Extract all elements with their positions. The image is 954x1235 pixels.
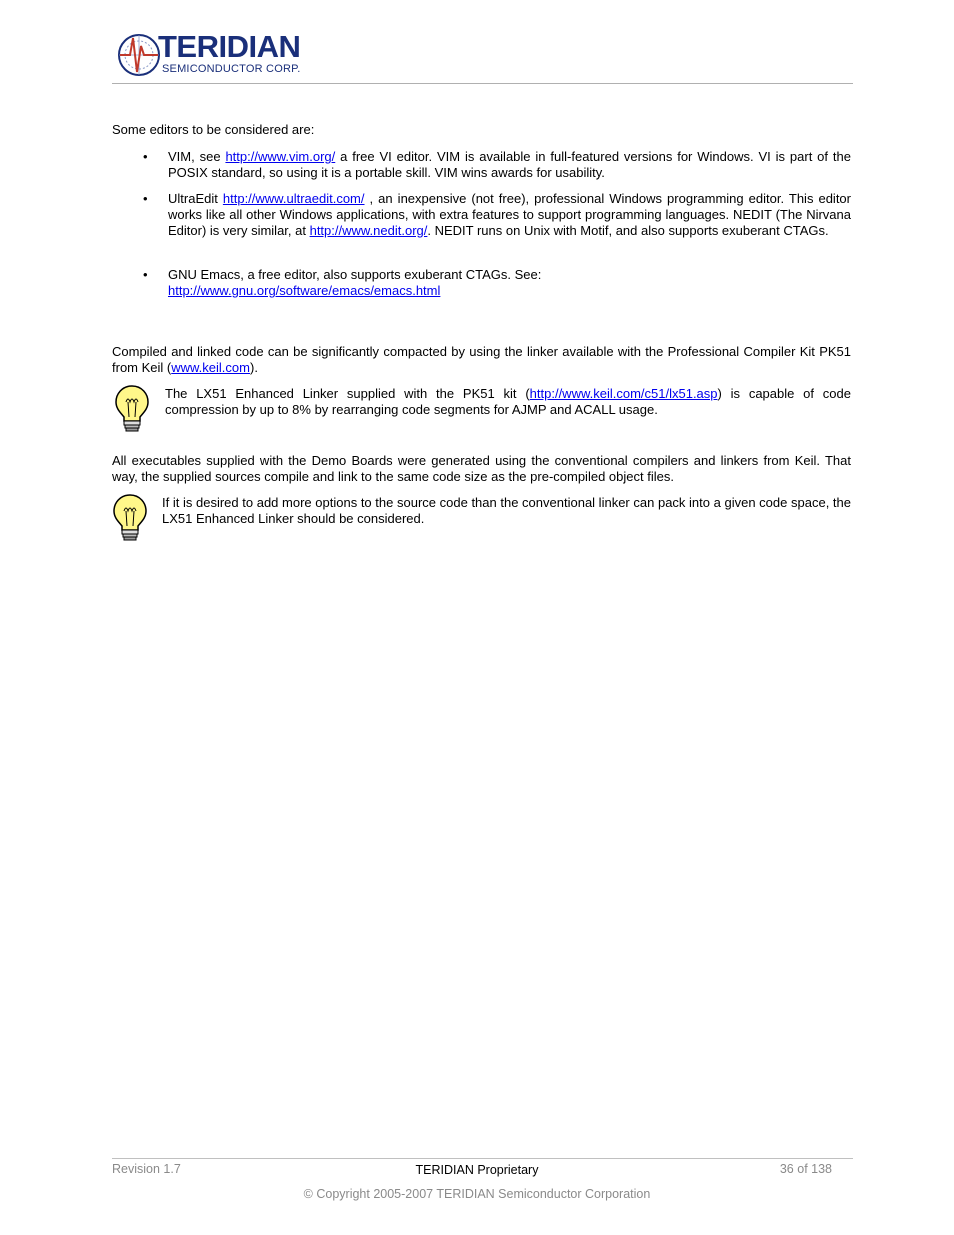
tip-lx51-consider: If it is desired to add more options to the source code than the conventional linker can pack into a given code space, the LX51 Enhanced Linker should be considered.: [162, 495, 851, 526]
compiled-pre: Compiled and linked code can be significantly compacted by using the linker available with the Professional Compiler Kit PK51 from Keil (: [112, 344, 851, 375]
teridian-logo: [114, 30, 324, 80]
bullet-marker: •: [143, 267, 148, 282]
logo-subtitle: SEMICONDUCTOR CORP.: [162, 63, 301, 75]
emacs-link[interactable]: http://www.gnu.org/software/emacs/emacs.html: [168, 283, 441, 298]
bullet-marker: •: [143, 191, 148, 206]
tip1-post: ) is capable of code compression by up to 8% by rearranging code segments for AJMP and ACALL usage.: [165, 386, 851, 417]
bullet-vim: [168, 149, 851, 181]
bullet-vim-pre: VIM, see: [168, 149, 226, 164]
footer-revision: Revision 1.7: [112, 1162, 181, 1176]
bullet-emacs: [168, 267, 851, 299]
bullet-ultraedit-mid: , an inexpensive (not free), professional Windows programming editor. This editor works like all other Windows applications, with extra features to support programming languages. NEDIT (The Nirvana Editor) is very similar, at: [168, 191, 851, 238]
bullet-emacs-text: GNU Emacs, a free editor, also supports exuberant CTAGs. See:: [168, 267, 542, 282]
tip-lx51-compression: [165, 386, 851, 418]
footer-page-number: 36 of 138: [779, 1162, 832, 1176]
header-divider: [112, 83, 853, 84]
executables-paragraph: All executables supplied with the Demo Boards were generated using the conventional compilers and linkers from Keil. That way, the supplied sources compile and link to the same code size as the pre-compiled object files.: [112, 453, 851, 484]
lightbulb-icon: [112, 493, 148, 543]
footer-copyright: © Copyright 2005-2007 TERIDIAN Semiconductor Corporation: [303, 1187, 651, 1201]
lx51-link[interactable]: http://www.keil.com/c51/lx51.asp: [529, 386, 718, 401]
compiled-post: ).: [249, 360, 258, 375]
lightbulb-icon: [114, 384, 150, 434]
bullet-ultraedit-post: . NEDIT runs on Unix with Motif, and also supports exuberant CTAGs.: [427, 223, 829, 238]
vim-link[interactable]: http://www.vim.org/: [225, 149, 336, 164]
nedit-link[interactable]: http://www.nedit.org/: [309, 223, 428, 238]
bullet-ultraedit: [168, 191, 851, 239]
teridian-logo-icon: [116, 32, 162, 78]
intro-text: Some editors to be considered are:: [112, 122, 315, 137]
tip1-pre: The LX51 Enhanced Linker supplied with the PK51 kit (: [165, 386, 530, 401]
logo-wordmark: TERIDIAN: [158, 29, 301, 64]
keil-link[interactable]: www.keil.com: [171, 360, 250, 375]
compiled-paragraph: [112, 344, 851, 376]
footer-divider: [112, 1158, 853, 1159]
bullet-vim-post: a free VI editor. VIM is available in full-featured versions for Windows. VI is part of the POSIX standard, so using it is a portable skill. VIM wins awards for usability.: [168, 149, 851, 180]
bullet-marker: •: [143, 149, 148, 164]
bullet-ultraedit-pre: UltraEdit: [168, 191, 223, 206]
footer-proprietary: TERIDIAN Proprietary: [415, 1163, 539, 1177]
ultraedit-link[interactable]: http://www.ultraedit.com/: [222, 191, 365, 206]
